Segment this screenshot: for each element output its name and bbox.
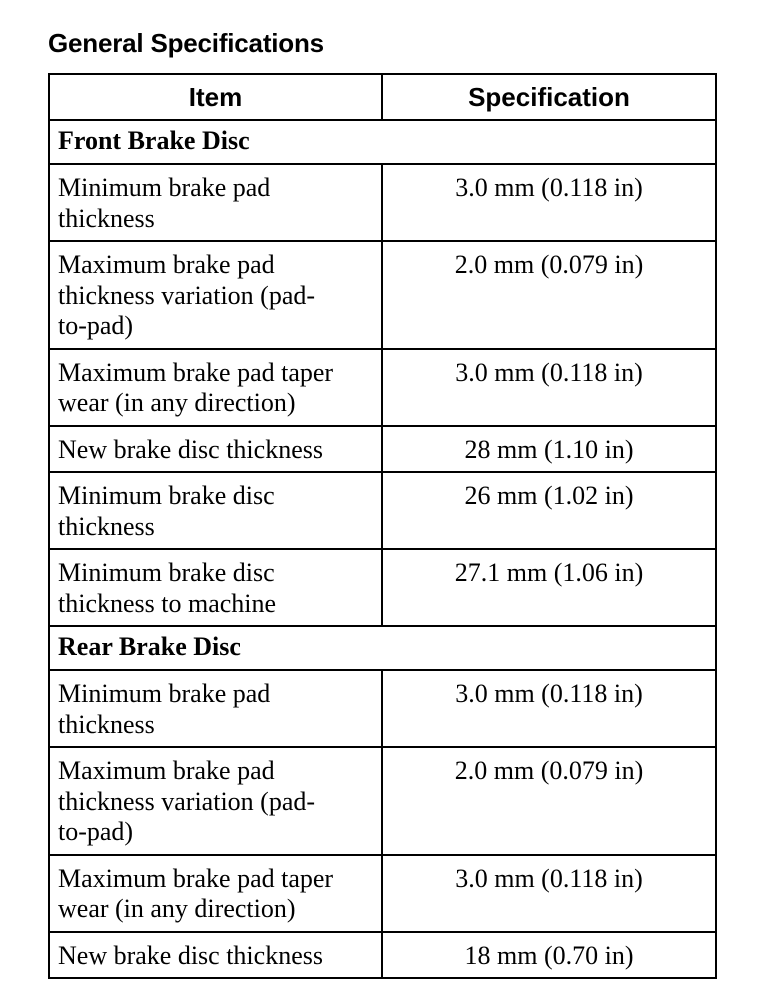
spec-cell: 3.0 mm (0.118 in) <box>382 164 716 241</box>
table-row <box>49 426 716 473</box>
section-row-front-brake-disc <box>49 120 716 164</box>
table-row <box>49 747 716 855</box>
item-cell: Maximum brake pad thickness variation (pad-to-pad) <box>49 747 382 855</box>
table-row <box>49 349 716 426</box>
item-cell: Minimum brake pad thickness <box>49 164 382 241</box>
spec-cell: 18 mm (0.70 in) <box>382 932 716 979</box>
item-cell: Minimum brake disc thickness to machine <box>49 549 382 626</box>
spec-cell: 3.0 mm (0.118 in) <box>382 855 716 932</box>
table-row <box>49 241 716 349</box>
spec-cell: 28 mm (1.10 in) <box>382 426 716 473</box>
spec-cell: 27.1 mm (1.06 in) <box>382 549 716 626</box>
column-header-specification: Specification <box>382 74 716 120</box>
item-cell: Maximum brake pad taper wear (in any direction) <box>49 855 382 932</box>
section-row-rear-brake-disc <box>49 626 716 670</box>
item-cell: New brake disc thickness <box>49 932 382 979</box>
table-header-row <box>49 74 716 120</box>
item-cell: Minimum brake disc thickness <box>49 472 382 549</box>
spec-cell: 3.0 mm (0.118 in) <box>382 349 716 426</box>
spec-cell: 26 mm (1.02 in) <box>382 472 716 549</box>
item-cell: Minimum brake pad thickness <box>49 670 382 747</box>
table-row <box>49 932 716 979</box>
spec-cell: 2.0 mm (0.079 in) <box>382 241 716 349</box>
spec-cell: 3.0 mm (0.118 in) <box>382 670 716 747</box>
specifications-table <box>48 73 717 979</box>
table-row <box>49 164 716 241</box>
spec-cell: 2.0 mm (0.079 in) <box>382 747 716 855</box>
item-cell: New brake disc thickness <box>49 426 382 473</box>
section-heading: Rear Brake Disc <box>49 626 716 670</box>
page-title: General Specifications <box>48 28 324 58</box>
section-heading: Front Brake Disc <box>49 120 716 164</box>
item-cell: Maximum brake pad taper wear (in any direction) <box>49 349 382 426</box>
item-cell: Maximum brake pad thickness variation (pad-to-pad) <box>49 241 382 349</box>
table-row <box>49 472 716 549</box>
table-row <box>49 670 716 747</box>
column-header-item: Item <box>49 74 382 120</box>
table-row <box>49 549 716 626</box>
table-row <box>49 855 716 932</box>
